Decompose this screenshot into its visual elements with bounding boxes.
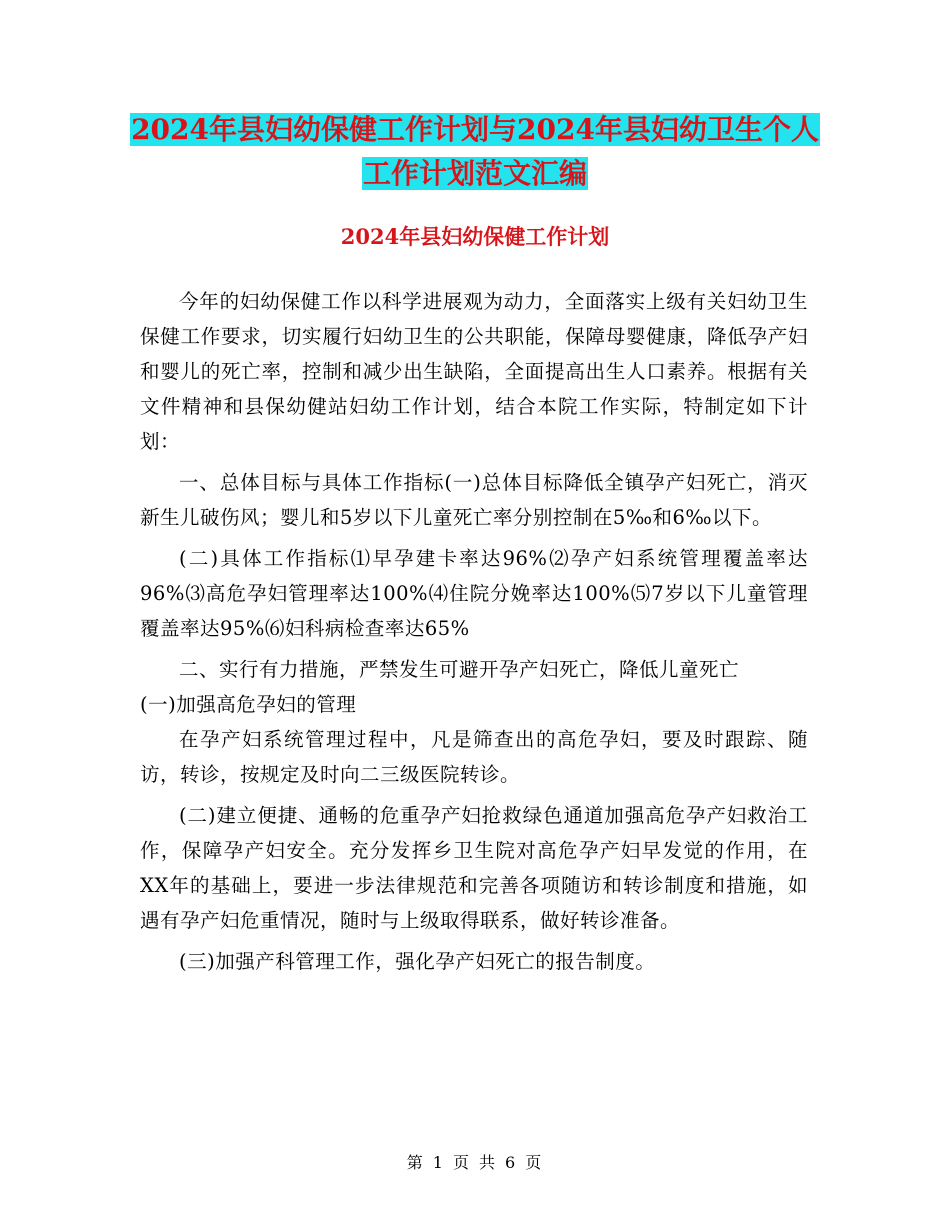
page-label-total-prefix: 共 [479,1153,498,1172]
page-total: 6 [505,1153,518,1172]
paragraph: 在孕产妇系统管理过程中，凡是筛查出的高危孕妇，要及时跟踪、随访，转诊，按规定及时向二三级医院转诊。 [140,728,808,786]
paragraph: (二)具体工作指标⑴早孕建卡率达96%⑵孕产妇系统管理覆盖率达96%⑶高危孕妇管理率达100%⑷住院分娩率达100%⑸7岁以下儿童管理覆盖率达95%⑹妇科病检查率达65% [140,547,808,640]
paragraph: 二、实行有力措施，严禁发生可避开孕产妇死亡，降低儿童死亡 [179,658,740,681]
page-footer [0,1150,950,1173]
title-highlight: 2024年县妇幼保健工作计划与2024年县妇幼卫生个人 [131,113,819,146]
page-current: 1 [432,1153,445,1172]
paragraph: (一)加强高危孕妇的管理 [140,693,357,716]
title-highlight: 工作计划范文汇编 [362,157,587,190]
page-label-suffix: 页 [525,1153,544,1172]
document-title-line-2 [0,152,950,196]
paragraph: (二)建立便捷、通畅的危重孕产妇抢救绿色通道加强高危孕产妇救治工作，保障孕产妇安全。充分发挥乡卫生院对高危孕产妇早发觉的作用，在XX年的基础上，要进一步法律规范和完善各项随访和转诊制度和措施，如遇有孕产妇危重情况，随时与上级取得联系，做好转诊准备。 [140,804,808,932]
paragraph: (三)加强产科管理工作，强化孕产妇死亡的报告制度。 [179,950,656,973]
page-label-prefix: 第 [406,1153,425,1172]
document-body [140,284,808,979]
section-title: 2024年县妇幼保健工作计划 [340,224,610,249]
page-label-mid: 页 [452,1153,471,1172]
document-title-line-1 [0,108,950,152]
paragraph: 一、总体目标与具体工作指标(一)总体目标降低全镇孕产妇死亡，消灭新生儿破伤风；婴儿和5岁以下儿童死亡率分别控制在5‰和6‰以下。 [140,471,808,529]
paragraph: 今年的妇幼保健工作以科学进展观为动力，全面落实上级有关妇幼卫生保健工作要求，切实履行妇幼卫生的公共职能，保障母婴健康，降低孕产妇和婴儿的死亡率，控制和减少出生缺陷，全面提高出生人口素养。根据有关文件精神和县保幼健站妇幼工作计划，结合本院工作实际，特制定如下计划： [140,290,808,453]
